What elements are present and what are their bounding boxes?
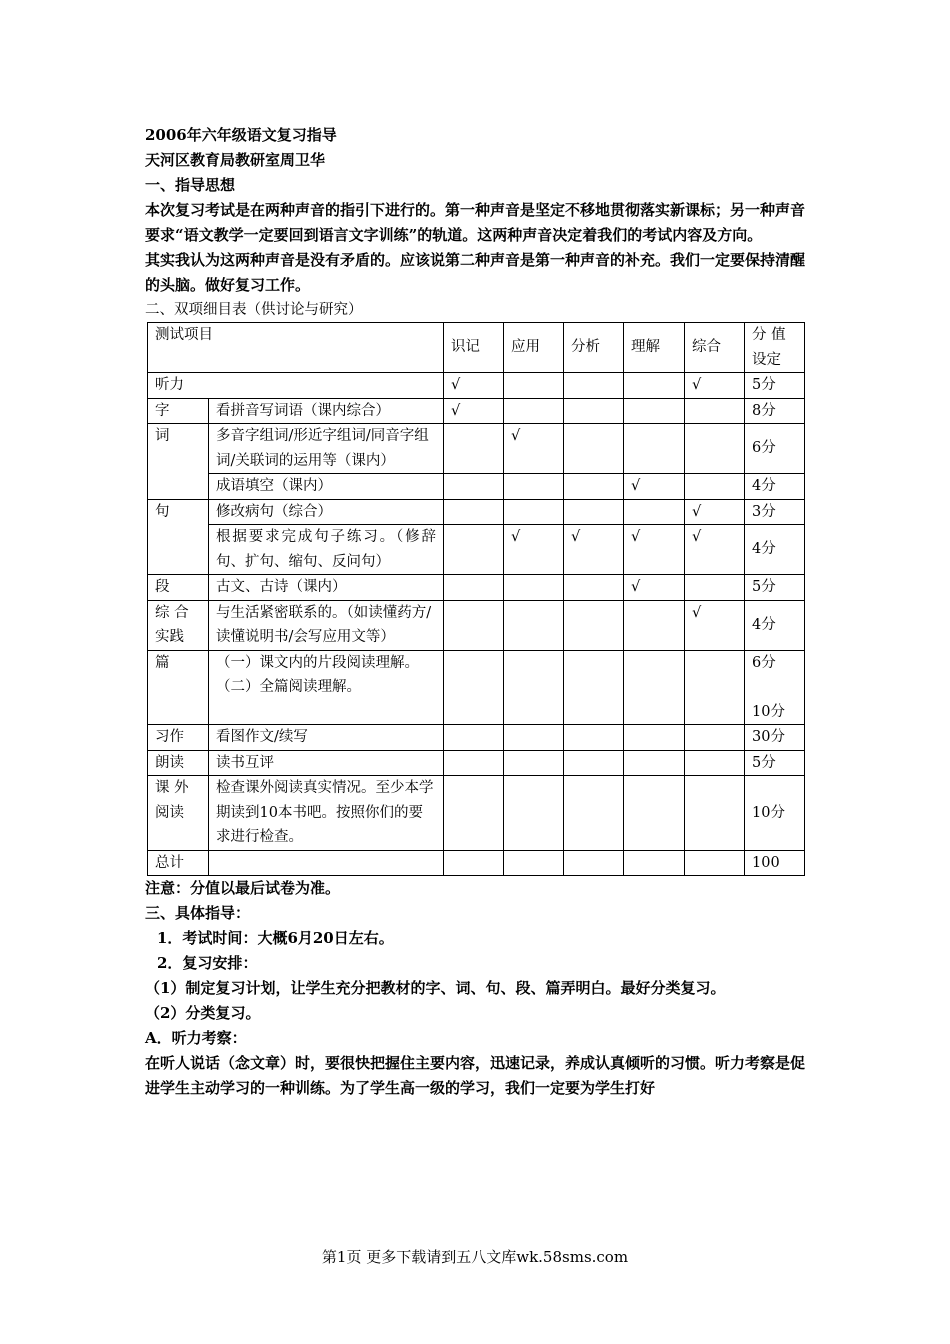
row-label-paragraph: 段 — [148, 575, 209, 601]
row-description: 古文、古诗（课内） — [209, 575, 444, 601]
row-label-sentence: 句 — [148, 499, 209, 575]
section-1-heading: 一、指导思想 — [145, 176, 236, 194]
score-cell — [745, 650, 805, 725]
score-cell: 5分 — [745, 750, 805, 776]
score-cell: 4分 — [745, 600, 805, 650]
header-item: 测试项目 — [148, 323, 444, 373]
table-row — [148, 424, 805, 474]
score-cell: 10分 — [745, 776, 805, 851]
paragraph-3: 在听人说话（念文章）时，要很快把握住主要内容，迅速记录，养成认真倾听的习惯。听力考察是促进学生主动学习的一种训练。为了学生高一级的学习，我们一定要为学生打好 — [145, 1054, 806, 1097]
two-way-specification-table — [147, 322, 805, 876]
table-row — [148, 525, 805, 575]
score-cell: 6分 — [745, 424, 805, 474]
header-memorize: 识记 — [444, 323, 504, 373]
score-cell: 5分 — [745, 373, 805, 399]
row-description: 修改病句（综合） — [209, 499, 444, 525]
score-cell: 3分 — [745, 499, 805, 525]
check-mark: √ — [564, 525, 624, 575]
doc-author: 天河区教育局教研室周卫华 — [145, 151, 326, 169]
note: 注意：分值以最后试卷为准。 — [145, 879, 341, 897]
row-label-composition: 习作 — [148, 725, 209, 751]
table-row — [148, 398, 805, 424]
paragraph-2: 其实我认为这两种声音是没有矛盾的。应该说第二种声音是第一种声音的补充。我们一定要保持清醒的头脑。做好复习工作。 — [145, 251, 806, 294]
item-review-plan: 2．复习安排： — [157, 954, 258, 972]
row-description: 根据要求完成句子练习。（修辞句、扩句、缩句、反问句） — [209, 525, 444, 575]
check-mark: √ — [685, 499, 745, 525]
check-mark: √ — [444, 373, 504, 399]
sub-item-a: A．听力考察： — [145, 1029, 247, 1047]
row-description: 多音字组词/形近字组词/同音字组词/关联词的运用等（课内） — [209, 424, 444, 474]
table-header-row — [148, 323, 805, 373]
row-label-passage: 篇 — [148, 650, 209, 725]
header-apply: 应用 — [504, 323, 564, 373]
header-analyze: 分析 — [564, 323, 624, 373]
header-comprehensive: 综合 — [685, 323, 745, 373]
section-3-heading: 三、具体指导： — [145, 904, 251, 922]
table-row — [148, 499, 805, 525]
passage-part-2: （二）全篇阅读理解。 — [216, 679, 361, 695]
check-mark: √ — [624, 525, 685, 575]
check-mark: √ — [444, 398, 504, 424]
row-description: 与生活紧密联系的。（如读懂药方/读懂说明书/会写应用文等） — [209, 600, 444, 650]
check-mark: √ — [685, 373, 745, 399]
row-description — [209, 650, 444, 725]
row-label-word: 词 — [148, 424, 209, 500]
passage-part-1: （一）课文内的片段阅读理解。 — [216, 654, 419, 671]
header-score: 分 值 设定 — [745, 323, 805, 373]
row-description: 读书互评 — [209, 750, 444, 776]
row-label-listening: 听力 — [148, 373, 444, 399]
check-mark: √ — [504, 525, 564, 575]
table-row — [148, 575, 805, 601]
row-label-reading-aloud: 朗读 — [148, 750, 209, 776]
page-footer: 第1页 更多下载请到五八文库wk.58sms.com — [321, 1248, 629, 1266]
table-row — [148, 750, 805, 776]
paragraph-1: 本次复习考试是在两种声音的指引下进行的。第一种声音是坚定不移地贯彻落实新课标；另一种声音要求“语文教学一定要回到语言文字训练”的轨道。这两种声音决定着我们的考试内容及方向。 — [145, 201, 806, 244]
score-cell: 30分 — [745, 725, 805, 751]
table-row — [148, 776, 805, 851]
check-mark: √ — [624, 474, 685, 500]
row-description: 成语填空（课内） — [209, 474, 444, 500]
sub-item-2: （2）分类复习。 — [145, 1004, 261, 1022]
table-row — [148, 600, 805, 650]
row-label-character: 字 — [148, 398, 209, 424]
score-cell: 5分 — [745, 575, 805, 601]
score-passage-1: 6分 — [752, 654, 776, 671]
table-row — [148, 725, 805, 751]
row-label-extracurricular: 课 外 阅读 — [148, 776, 209, 851]
row-description: 检查课外阅读真实情况。至少本学期读到10本书吧。按照你们的要求进行检查。 — [209, 776, 444, 851]
section-2-heading: 二、双项细目表（供讨论与研究） — [145, 302, 363, 318]
header-understand: 理解 — [624, 323, 685, 373]
row-label-practice: 综 合 实践 — [148, 600, 209, 650]
row-description: 看图作文/续写 — [209, 725, 444, 751]
item-exam-time: 1．考试时间：大概6月20日左右。 — [157, 929, 394, 947]
score-cell: 4分 — [745, 474, 805, 500]
row-label-total: 总计 — [148, 850, 209, 876]
row-description: 看拼音写词语（课内综合） — [209, 398, 444, 424]
check-mark: √ — [624, 575, 685, 601]
check-mark: √ — [504, 424, 564, 474]
score-cell: 8分 — [745, 398, 805, 424]
score-passage-2: 10分 — [752, 703, 785, 720]
score-cell: 100 — [745, 850, 805, 876]
score-cell: 4分 — [745, 525, 805, 575]
check-mark: √ — [685, 600, 745, 650]
check-mark: √ — [685, 525, 745, 575]
document-body — [145, 123, 810, 1101]
table-row — [148, 373, 805, 399]
table-row — [148, 850, 805, 876]
doc-title: 2006年六年级语文复习指导 — [145, 126, 337, 144]
sub-item-1: （1）制定复习计划，让学生充分把教材的字、词、句、段、篇弄明白。最好分类复习。 — [145, 979, 726, 997]
table-row — [148, 650, 805, 725]
table-row — [148, 474, 805, 500]
